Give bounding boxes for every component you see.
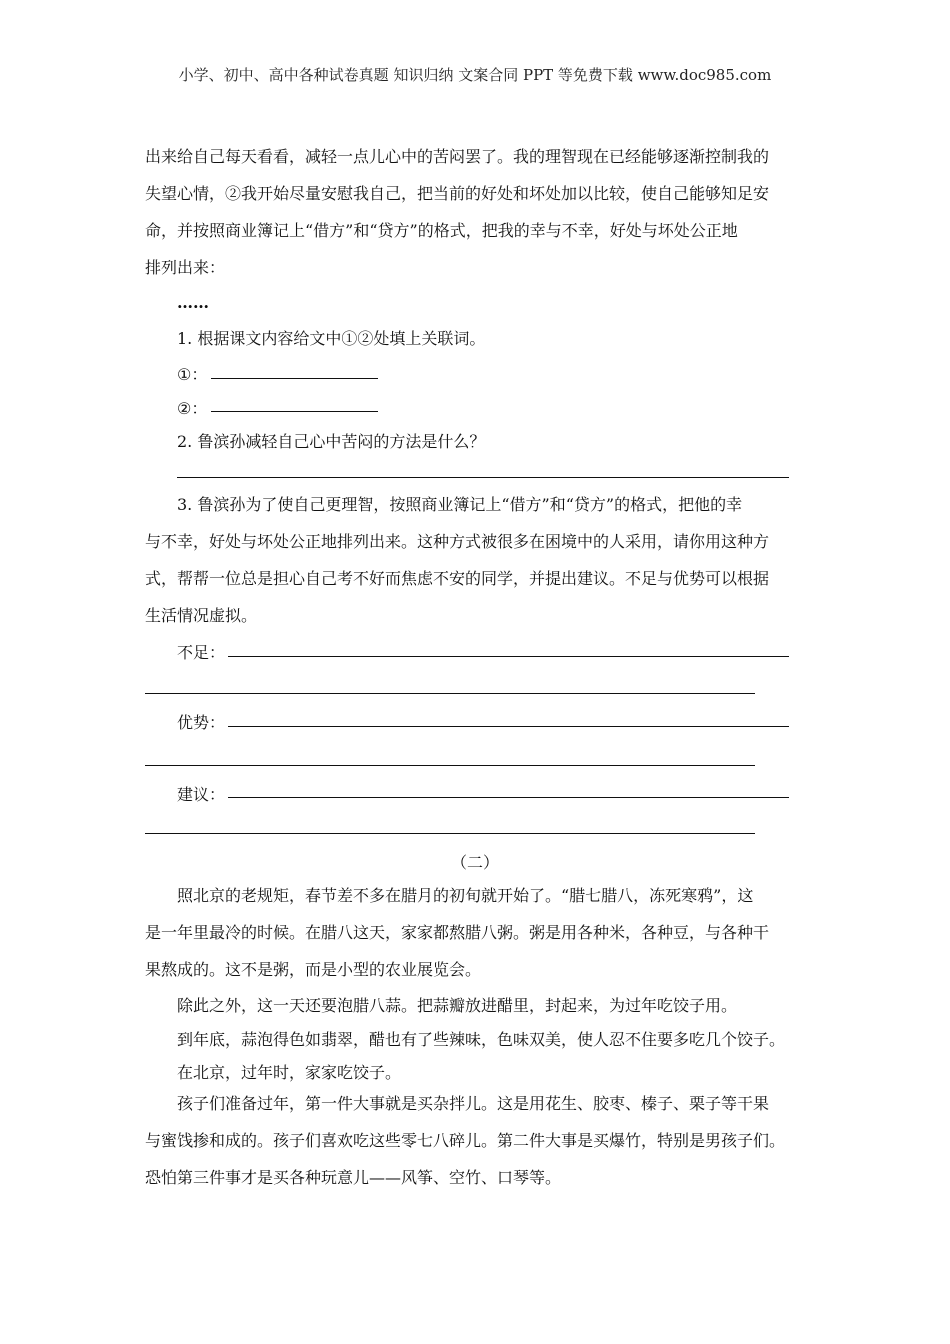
passage-2-paragraph-5 <box>145 1085 785 1196</box>
answer-line-shortcoming[interactable] <box>228 656 789 657</box>
question-1: 1. 根据课文内容给文中①②处填上关联词。 <box>177 329 486 348</box>
text-line: 出来给自己每天看看，减轻一点儿心中的苦闷罢了。我的理智现在已经能够逐渐控制我的 <box>145 147 770 166</box>
ellipsis: …… <box>177 293 209 312</box>
text-line: 果熬成的。这不是粥，而是小型的农业展览会。 <box>145 960 482 979</box>
page-header: 小学、初中、高中各种试卷真题 知识归纳 文案合同 PPT 等免费下载 www.doc985.com <box>178 66 772 84</box>
text-line: 3. 鲁滨孙为了使自己更理智，按照商业簿记上“借方”和“贷方”的格式，把他的幸 <box>177 495 743 514</box>
text-line: 孩子们准备过年，第一件大事就是买杂拌儿。这是用花生、胶枣、榛子、栗子等干果 <box>177 1094 770 1113</box>
blank-1-label: ①： <box>177 365 208 384</box>
text-line: 恐怕第三件事才是买各种玩意儿——风筝、空竹、口琴等。 <box>145 1168 562 1187</box>
answer-line-advantage-2[interactable] <box>145 765 755 766</box>
advantage-label: 优势： <box>177 713 226 732</box>
passage-2-paragraph-3: 到年底，蒜泡得色如翡翠，醋也有了些辣味，色味双美，使人忍不住要多吃几个饺子。 <box>177 1030 786 1049</box>
question-3 <box>145 486 769 634</box>
shortcoming-label: 不足： <box>177 643 226 662</box>
passage-1 <box>145 138 769 286</box>
question-2: 2. 鲁滨孙减轻自己心中苦闷的方法是什么？ <box>177 432 486 451</box>
section-2-title: （二） <box>450 853 499 872</box>
answer-line-blank-2[interactable] <box>211 411 378 412</box>
text-line: 排列出来： <box>145 258 226 277</box>
answer-line-suggestion-2[interactable] <box>145 833 755 834</box>
text-line: 式，帮帮一位总是担心自己考不好而焦虑不安的同学，并提出建议。不足与优势可以根据 <box>145 569 770 588</box>
answer-line-blank-1[interactable] <box>211 378 378 379</box>
passage-2-paragraph-4: 在北京，过年时，家家吃饺子。 <box>177 1063 402 1082</box>
answer-line-advantage[interactable] <box>228 726 789 727</box>
text-line: 生活情况虚拟。 <box>145 606 258 625</box>
text-line: 与蜜饯掺和成的。孩子们喜欢吃这些零七八碎儿。第二件大事是买爆竹，特别是男孩子们。 <box>145 1131 786 1150</box>
passage-2-paragraph-2: 除此之外，这一天还要泡腊八蒜。把蒜瓣放进醋里，封起来，为过年吃饺子用。 <box>177 996 738 1015</box>
answer-line-question-2[interactable] <box>177 477 789 478</box>
answer-line-shortcoming-2[interactable] <box>145 693 755 694</box>
text-line: 失望心情，②我开始尽量安慰我自己，把当前的好处和坏处加以比较，使自己能够知足安 <box>145 184 770 203</box>
text-line: 是一年里最冷的时候。在腊八这天，家家都熬腊八粥。粥是用各种米，各种豆，与各种干 <box>145 923 770 942</box>
blank-2-label: ②： <box>177 399 208 418</box>
passage-2-paragraph-1 <box>145 877 769 988</box>
text-line: 与不幸，好处与坏处公正地排列出来。这种方式被很多在困境中的人采用，请你用这种方 <box>145 532 770 551</box>
suggestion-label: 建议： <box>177 785 226 804</box>
text-line: 命，并按照商业簿记上“借方”和“贷方”的格式，把我的幸与不幸，好处与坏处公正地 <box>145 221 738 240</box>
text-line: 照北京的老规矩，春节差不多在腊月的初旬就开始了。“腊七腊八，冻死寒鸦”，这 <box>177 886 754 905</box>
answer-line-suggestion[interactable] <box>228 797 789 798</box>
